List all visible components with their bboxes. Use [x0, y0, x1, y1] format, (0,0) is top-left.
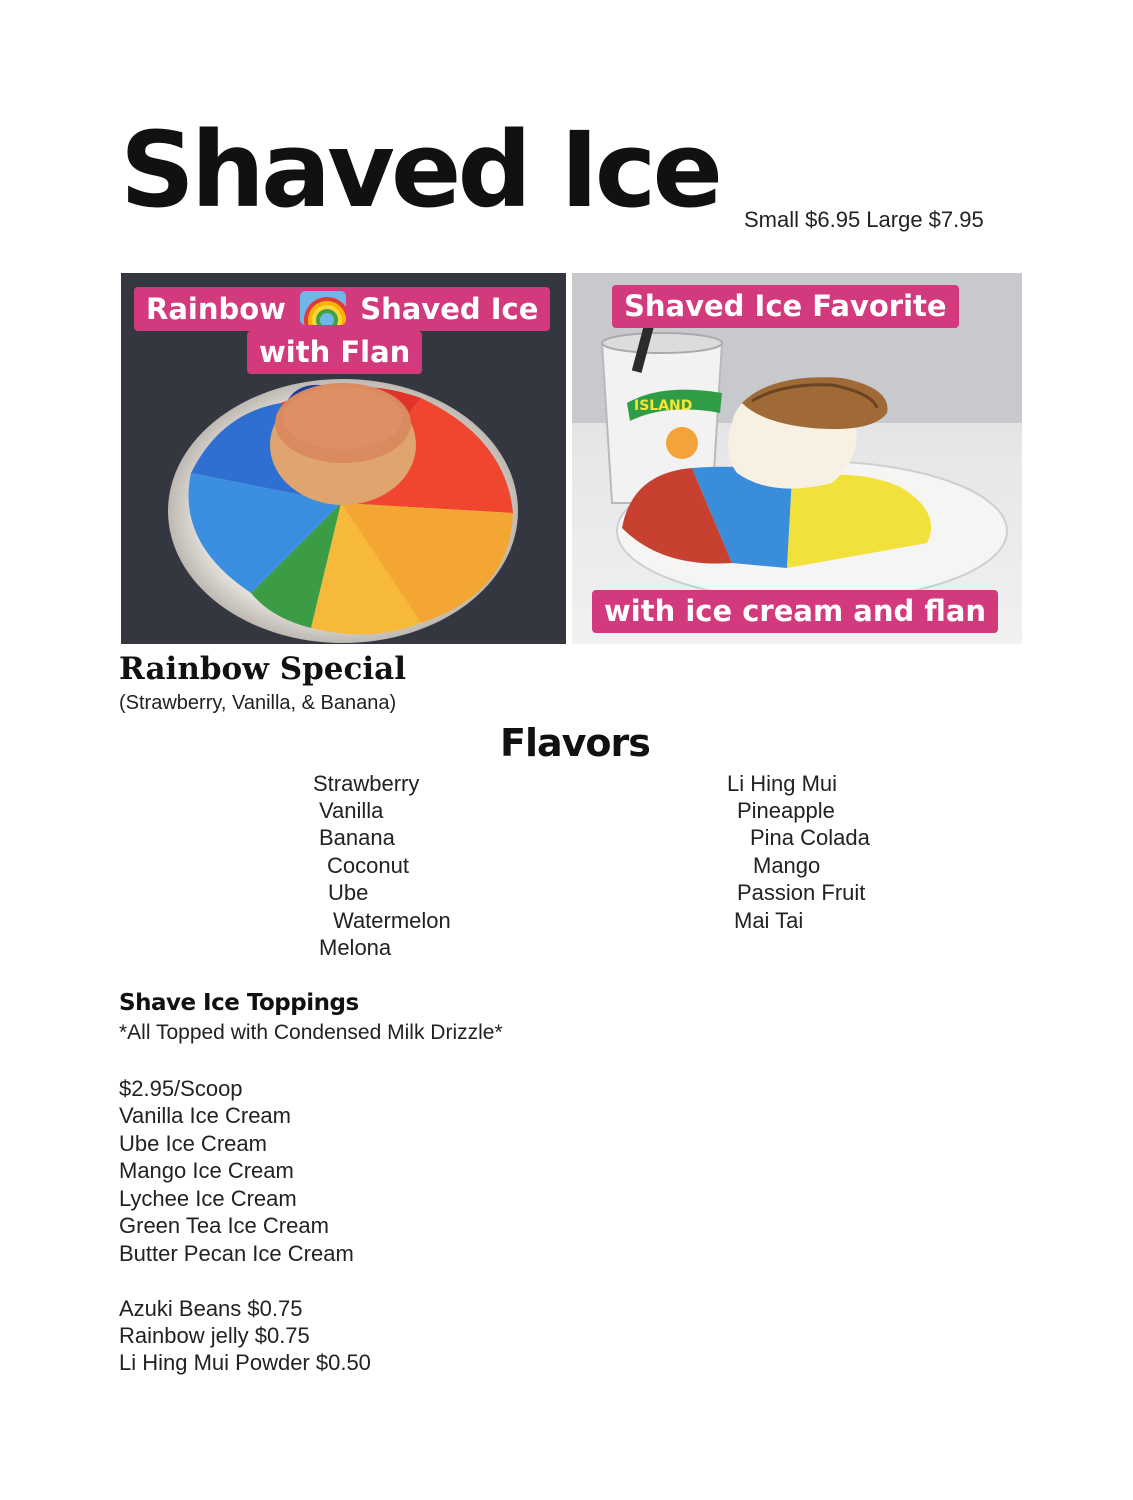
photo-banner-ice-cream-flan: with ice cream and flan [592, 590, 998, 633]
flavor-item: Mai Tai [734, 908, 804, 933]
toppings-heading: Shave Ice Toppings [119, 990, 359, 1016]
flavor-item: Ube [328, 880, 369, 905]
flavors-heading: Flavors [500, 721, 650, 765]
banner-word-shaved-ice: Shaved Ice [360, 292, 539, 326]
ice-cream-item: Lychee Ice Cream [119, 1186, 297, 1211]
flavor-item: Pina Colada [750, 825, 870, 850]
ice-cream-item: Mango Ice Cream [119, 1158, 294, 1183]
flavor-item: Li Hing Mui [727, 771, 838, 796]
rainbow-special-title: Rainbow Special [119, 651, 407, 687]
flavor-item: Coconut [327, 853, 409, 878]
flavor-item: Melona [319, 935, 392, 960]
flavor-item: Banana [319, 825, 395, 850]
page-title: Shaved Ice [120, 109, 719, 231]
ice-cream-item: Butter Pecan Ice Cream [119, 1241, 354, 1266]
photo-banner-rainbow-shaved-ice [134, 287, 550, 331]
photo-banner-with-flan: with Flan [247, 331, 422, 374]
flavor-item: Watermelon [333, 908, 451, 933]
extra-topping-item: Azuki Beans $0.75 [119, 1296, 303, 1321]
rainbow-shaved-ice-photo [121, 273, 566, 644]
ice-cream-item: Green Tea Ice Cream [119, 1213, 329, 1238]
extra-topping-item: Rainbow jelly $0.75 [119, 1323, 310, 1348]
ice-cream-item: Vanilla Ice Cream [119, 1103, 291, 1128]
flavor-item: Strawberry [313, 771, 420, 796]
toppings-note: *All Topped with Condensed Milk Drizzle* [119, 1021, 503, 1044]
cup-label: ISLAND [634, 398, 693, 414]
flavor-item: Passion Fruit [737, 880, 866, 905]
size-prices: Small $6.95 Large $7.95 [744, 207, 984, 232]
ice-cream-item: Ube Ice Cream [119, 1131, 267, 1156]
rainbow-emoji-icon [300, 291, 346, 325]
flavor-item: Pineapple [737, 798, 835, 823]
banner-word-rainbow: Rainbow [146, 292, 286, 326]
flavor-item: Vanilla [319, 798, 384, 823]
extra-topping-item: Li Hing Mui Powder $0.50 [119, 1350, 371, 1375]
shaved-ice-favorite-photo [572, 273, 1022, 644]
favorite-plate-illustration [572, 273, 1022, 644]
photo-banner-favorite: Shaved Ice Favorite [612, 285, 959, 328]
flavor-item: Mango [753, 853, 821, 878]
scoop-price: $2.95/Scoop [119, 1076, 243, 1101]
rainbow-special-subtitle: (Strawberry, Vanilla, & Banana) [119, 692, 397, 714]
